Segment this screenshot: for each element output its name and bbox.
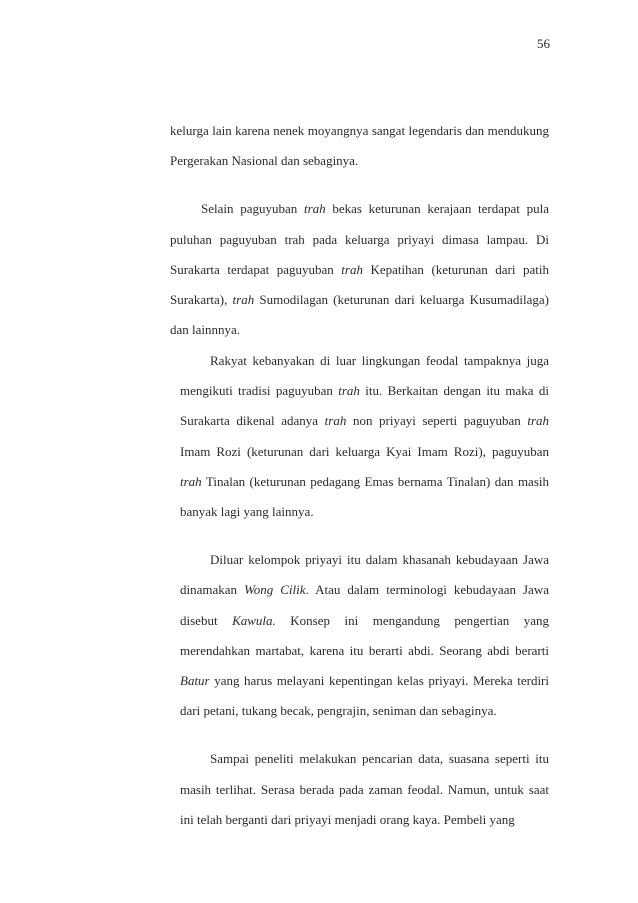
text-segment: Imam Rozi (keturunan dari keluarga Kyai Imam Rozi), paguyuban [180, 443, 549, 459]
text-segment: Kepatihan (keturunan dari patih Surakarta), [170, 261, 550, 308]
paragraph [0, 744, 638, 835]
italic-term: trah [338, 383, 360, 399]
text-segment: . Atau dalam terminologi kebudayaan Jawa disebut [180, 582, 549, 628]
text-segment: Diluar kelompok priyayi itu dalam khasanah kebudayaan Jawa dinamakan [180, 552, 549, 598]
italic-term: trah [180, 473, 202, 489]
text-segment: non priyayi seperti paguyuban [346, 413, 528, 429]
italic-term: trah [341, 261, 363, 277]
text-block-upper [0, 116, 638, 345]
text-segment: Selain paguyuban [201, 201, 304, 217]
italic-term: trah [324, 413, 347, 429]
italic-term: trah [232, 292, 255, 308]
text-segment: kelurga lain karena nenek moyangnya sangat legendaris dan mendukung Pergerakan Nasional dan sebaginya. [170, 123, 549, 169]
text-segment: Sumodilagan (keturunan dari keluarga Kusumadilaga) dan lainnnya. [170, 292, 549, 338]
text-segment: Tinalan (keturunan pedagang Emas bernama Tinalan) dan masih banyak lagi yang lainnya. [180, 473, 549, 520]
paragraph [0, 116, 638, 176]
text-segment: yang harus melayani kepentingan kelas priyayi. Mereka terdiri dari petani, tukang becak, pengrajin, seniman dan sebaginya. [180, 673, 549, 719]
paragraph [0, 346, 638, 527]
text-segment: Rakyat kebanyakan di luar lingkungan feodal tampaknya juga mengikuti tradisi paguyuban [180, 353, 549, 399]
italic-term: trah [303, 201, 326, 217]
paragraph [0, 194, 638, 345]
text-segment: Konsep ini mengandung pengertian yang merendahkan martabat, karena itu berarti abdi. Seorang abdi berarti [180, 612, 549, 658]
italic-term: trah [527, 413, 549, 429]
text-block-lower [0, 346, 638, 835]
page-number: 56 [537, 36, 550, 51]
text-segment: Sampai peneliti melakukan pencarian data, suasana seperti itu masih terlihat. Serasa berada pada zaman feodal. Namun, untuk saat ini telah berganti dari priyayi menjadi orang kaya. Pembeli yang [180, 751, 549, 827]
text-segment: itu. Berkaitan dengan itu maka di Surakarta dikenal adanya [180, 383, 549, 429]
italic-term: Batur [180, 673, 210, 689]
italic-term: Wong Cilik [244, 582, 306, 598]
text-segment: bekas keturunan kerajaan terdapat pula puluhan paguyuban trah pada keluarga priyayi dimasa lampau. Di Surakarta terdapat paguyuban [170, 201, 549, 277]
paragraph [0, 545, 638, 726]
italic-term: Kawula. [232, 612, 276, 628]
